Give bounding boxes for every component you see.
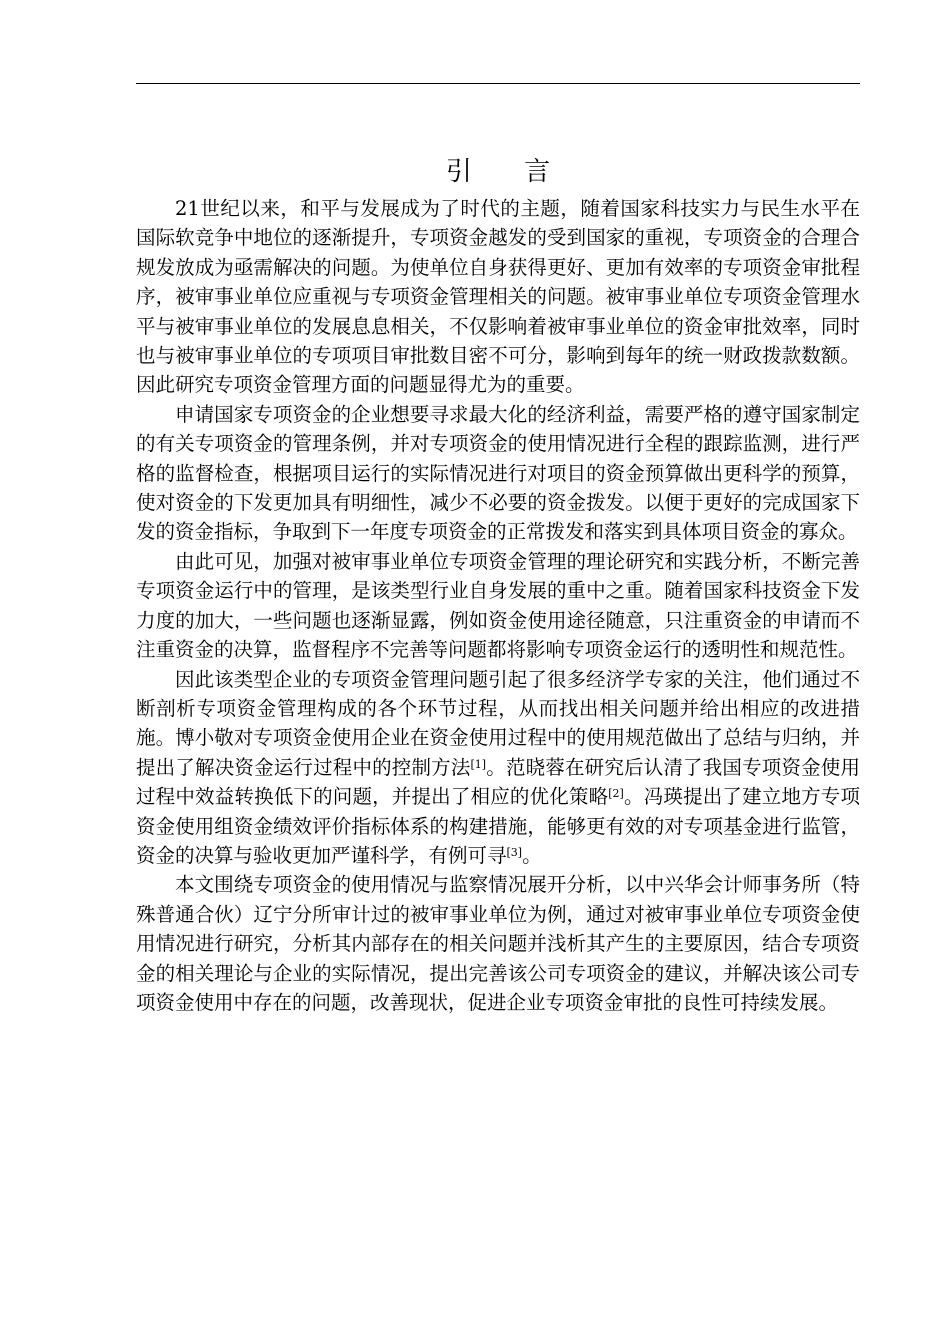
document-body [136,152,860,1017]
paragraph-4-text-3: 。冯瑛提出了建立地方专项资金使用组资金绩效评价指标体系的构建措施，能够更有效的对专项基金进行监管，资金的决算与验收更加严谨科学，有例可寻 [136,785,860,867]
paragraph-4-text-2: 。范晓蓉在研究后认清了我国专项资金使用过程中效益转换低下的问题，并提出了相应的优化策略 [136,755,860,809]
citation-1: [1] [470,757,487,771]
paragraph-4 [136,665,860,871]
paragraph-5: 本文围绕专项资金的使用情况与监察情况展开分析，以中兴华会计师事务所（特殊普通合伙）辽宁分所审计过的被审事业单位为例，通过对被审事业单位专项资金使用情况进行研究，分析其内部存在的相关问题并浅析其产生的主要原因，结合专项资金的相关理论与企业的实际情况，提出完善该公司专项资金的建议，并解决该公司专项资金使用中存在的问题，改善现状，促进企业专项资金审批的良性可持续发展。 [136,873,860,1014]
header-rule [136,83,860,84]
paragraph-1: 21世纪以来，和平与发展成为了时代的主题，随着国家科技实力与民生水平在国际软竞争中地位的逐渐提升，专项资金越发的受到国家的重视，专项资金的合理合规发放成为亟需解决的问题。为使单位自身获得更好、更加有效率的专项资金审批程序，被审事业单位应重视与专项资金管理相关的问题。被审事业单位专项资金管理水平与被审事业单位的发展息息相关，不仅影响着被审事业单位的资金审批效率，同时也与被审事业单位的专项项目审批数目密不可分，影响到每年的统一财政拨款数额。因此研究专项资金管理方面的问题显得尤为的重要。 [136,197,860,397]
citation-2: [2] [608,787,624,801]
paragraph-4-text-4: 。 [522,843,542,867]
paragraph-4-text-1: 因此该类型企业的专项资金管理问题引起了很多经济学专家的关注，他们通过不断剖析专项资金管理构成的各个环节过程，从而找出相关问题并给出相应的改进措施。博小敬对专项资金使用企业在资金使用过程中的使用规范做出了总结与归纳，并提出了解决资金运行过程中的控制方法 [136,667,860,779]
paragraph-2: 申请国家专项资金的企业想要寻求最大化的经济利益，需要严格的遵守国家制定的有关专项资金的管理条例，并对专项资金的使用情况进行全程的跟踪监测，进行严格的监督检查，根据项目运行的实际情况进行对项目的资金预算做出更科学的预算，使对资金的下发更加具有明细性，减少不必要的资金拨发。以便于更好的完成国家下发的资金指标，争取到下一年度专项资金的正常拨发和落实到具体项目资金的寡众。 [136,402,860,544]
paragraph-3: 由此可见，加强对被审事业单位专项资金管理的理论研究和实践分析，不断完善专项资金运行中的管理，是该类型行业自身发展的重中之重。随着国家科技资金下发力度的加大，一些问题也逐渐显露，例如资金使用途径随意，只注重资金的申请而不注重资金的决算，监督程序不完善等问题都将影响专项资金运行的透明性和规范性。 [136,549,860,662]
section-title: 引 言 [445,157,573,187]
citation-3: [3] [506,845,523,859]
